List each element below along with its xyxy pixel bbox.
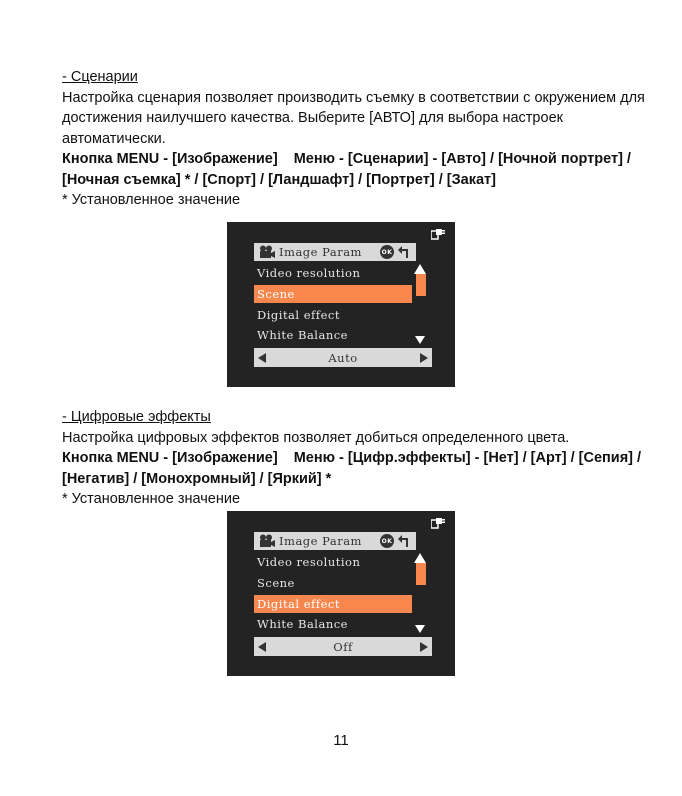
scene-menu-instructions	[62, 149, 652, 190]
arrow-left-icon[interactable]	[258, 353, 266, 363]
scrollbar-thumb[interactable]	[416, 563, 426, 585]
scrollbar-thumb[interactable]	[416, 274, 426, 296]
plug-icon	[431, 517, 445, 529]
arrow-left-icon[interactable]	[258, 642, 266, 652]
scene-section	[62, 67, 652, 211]
menu-title: Image Param	[279, 245, 362, 259]
ok-button-icon: OK	[380, 534, 394, 548]
scroll-down-icon[interactable]	[415, 336, 425, 344]
scene-menu-options: Меню - [Сценарии] - [Авто] / [Ночной портрет] / [Ночная съемка] * / [Спорт] / [Ландшафт] / [Портрет] / [Закат]	[62, 151, 631, 188]
menu-item-video-resolution[interactable]: Video resolution	[257, 266, 361, 280]
effect-heading: - Цифровые эффекты	[62, 409, 211, 425]
effect-menu-instructions	[62, 448, 652, 489]
effect-menu-options: Меню - [Цифр.эффекты] - [Нет] / [Арт] / [Сепия] / [Негатив] / [Монохромный] / [Яркий] *	[62, 450, 642, 487]
menu-item-digital-effect[interactable]: Digital effect	[254, 595, 412, 613]
effect-camera-screen	[227, 511, 455, 676]
effect-menu-path: Кнопка MENU - [Изображение]	[62, 450, 278, 466]
scene-note: * Установленное значение	[62, 192, 241, 208]
arrow-right-icon[interactable]	[420, 353, 428, 363]
back-arrow-icon	[398, 534, 412, 548]
menu-title-bar	[254, 243, 416, 261]
movie-camera-icon	[259, 534, 275, 548]
effect-description: Настройка цифровых эффектов позволяет добиться определенного цвета.	[62, 429, 570, 446]
scene-description: Настройка сценария позволяет производить съемку в соответствии с окружением для достижения наилучшего качества. Выберите [АВТО] для выбора настроек автоматически.	[62, 89, 645, 147]
scroll-down-icon[interactable]	[415, 625, 425, 633]
scroll-up-icon[interactable]	[414, 264, 426, 274]
menu-title-bar	[254, 532, 416, 550]
scene-menu-path: Кнопка MENU - [Изображение]	[62, 151, 278, 167]
selected-value: Off	[333, 639, 353, 654]
menu-item-digital-effect[interactable]: Digital effect	[257, 308, 340, 322]
effect-note: * Установленное значение	[62, 491, 241, 507]
scene-heading: - Сценарии	[62, 69, 138, 85]
plug-icon	[431, 228, 445, 240]
menu-title: Image Param	[279, 534, 362, 548]
menu-item-scene[interactable]: Scene	[257, 576, 295, 590]
effect-section	[62, 407, 652, 510]
arrow-right-icon[interactable]	[420, 642, 428, 652]
menu-item-white-balance[interactable]: White Balance	[257, 617, 348, 631]
value-selector[interactable]	[254, 348, 432, 367]
ok-button-icon: OK	[380, 245, 394, 259]
value-selector[interactable]	[254, 637, 432, 656]
scene-camera-screen	[227, 222, 455, 387]
selected-value: Auto	[328, 350, 358, 365]
back-arrow-icon	[398, 245, 412, 259]
scroll-up-icon[interactable]	[414, 553, 426, 563]
menu-item-white-balance[interactable]: White Balance	[257, 328, 348, 342]
page-number: 11	[333, 732, 349, 749]
menu-item-video-resolution[interactable]: Video resolution	[257, 555, 361, 569]
menu-item-scene[interactable]: Scene	[254, 285, 412, 303]
movie-camera-icon	[259, 245, 275, 259]
